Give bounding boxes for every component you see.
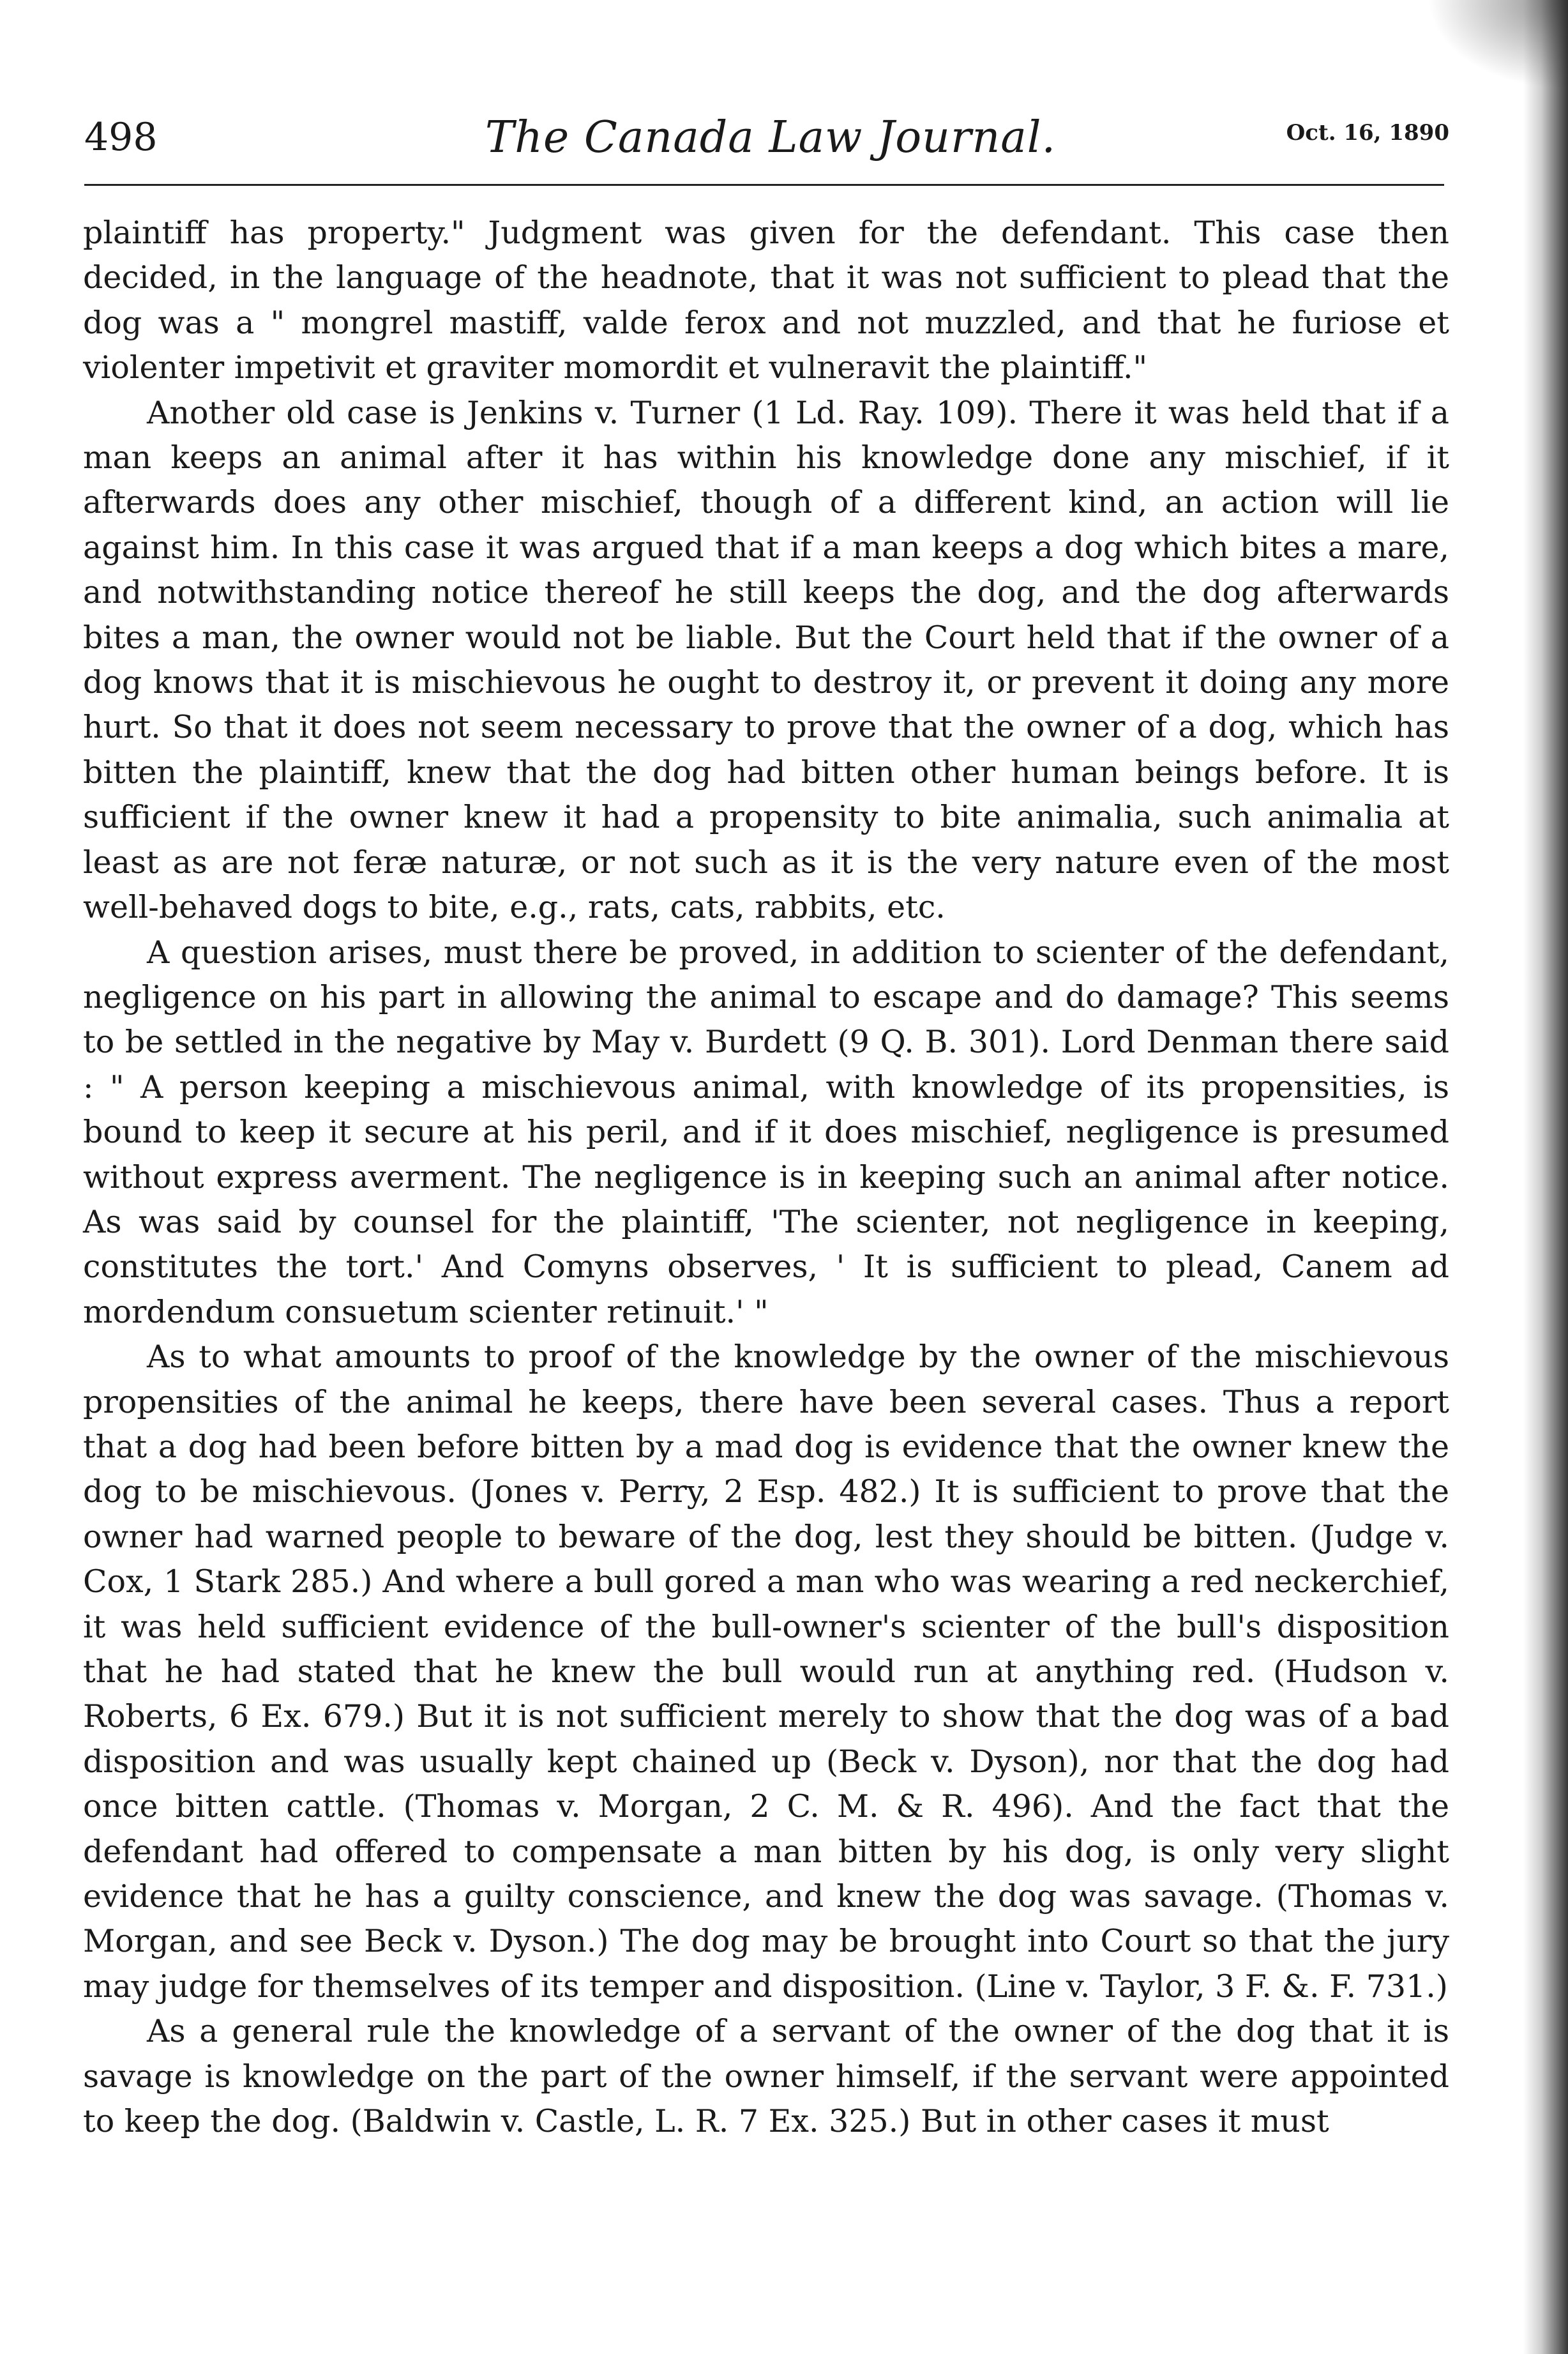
header-rule [84, 184, 1444, 186]
running-header [84, 109, 1457, 166]
issue-date: Oct. 16, 1890 [1286, 120, 1449, 146]
paragraph-2: Another old case is Jenkins v. Turner (1 Ld. Ray. 109). There it was held that if a man keeps an animal after it has within his knowledge done any mischief, if it afterwards does any other mischief, though of a different kind, an action will lie against him. In this case it was argued that if a man keeps a dog which bites a mare, and notwithstanding notice thereof he still keeps the dog, and the dog afterwards bites a man, the owner would not be liable. But the Court held that if the owner of a dog knows that it is mischievous he ought to destroy it, or prevent it doing any more hurt. So that it does not seem necessary to prove that the owner of a dog, which has bitten the plaintiff, knew that the dog had bitten other human beings before. It is sufficient if the owner knew it had a propensity to bite animalia, such animalia at least as are not feræ naturæ, or not such as it is the very nature even of the most well-behaved dogs to bite, e.g., rats, cats, rabbits, etc. [83, 394, 1449, 926]
scan-corner-smudge [1428, 0, 1568, 89]
paragraph-4: As to what amounts to proof of the knowledge by the owner of the mischievous propensities of the animal he keeps, there have been several cases. Thus a report that a dog had been before bitten by a mad dog is evidence that the owner knew the dog to be mischievous. (Jones v. Perry, 2 Esp. 482.) It is sufficient to prove that the owner had warned people to beware of the dog, lest they should be bitten. (Judge v. Cox, 1 Stark 285.) And where a bull gored a man who was wearing a red neckerchief, it was held sufficient evidence of the bull-owner's scienter of the bull's disposition that he had stated that he knew the bull would run at anything red. (Hudson v. Roberts, 6 Ex. 679.) But it is not sufficient merely to show that the dog was of a bad disposition and was usually kept chained up (Beck v. Dyson), nor that the dog had once bitten cattle. (Thomas v. Morgan, 2 C. M. & R. 496). And the fact that the defendant had offered to compensate a man bitten by his dog, is only very slight evidence that he has a guilty conscience, and knew the dog was savage. (Thomas v. Morgan, and see Beck v. Dyson.) The dog may be brought into Court so that the jury may judge for themselves of its temper and disposition. (Line v. Taylor, 3 F. &. F. 731.) [83, 1339, 1449, 2005]
journal-title: The Canada Law Journal. [485, 112, 1057, 163]
article-body [83, 211, 1449, 2144]
paragraph-3: A question arises, must there be proved, in addition to scienter of the defendant, negligence on his part in allowing the animal to escape and do damage? This seems to be settled in the negative by May v. Burdett (9 Q. B. 301). Lord Denman there said : " A person keeping a mischievous animal, with knowledge of its propensities, is bound to keep it secure at his peril, and if it does mischief, negligence is presumed without express averment. The negligence is in keeping such an animal after notice. As was said by counsel for the plaintiff, 'The scienter, not negligence in keeping, constitutes the tort.' And Comyns observes, ' It is sufficient to plead, Canem ad mordendum consuetum scienter retinuit.' " [83, 934, 1449, 1330]
page-edge-shadow [1523, 0, 1568, 2354]
paragraph-1: plaintiff has property." Judgment was given for the defendant. This case then decided, in the language of the headnote, that it was not sufficient to plead that the dog was a " mongrel mastiff, valde ferox and not muzzled, and that he furiose et violenter impetivit et graviter momordit et vulneravit the plaintiff." [83, 215, 1449, 386]
page-number: 498 [84, 115, 158, 160]
paragraph-5: As a general rule the knowledge of a servant of the owner of the dog that it is savage is knowledge on the part of the owner himself, if the servant were appointed to keep the dog. (Baldwin v. Castle, L. R. 7 Ex. 325.) But in other cases it must [83, 2013, 1449, 2140]
